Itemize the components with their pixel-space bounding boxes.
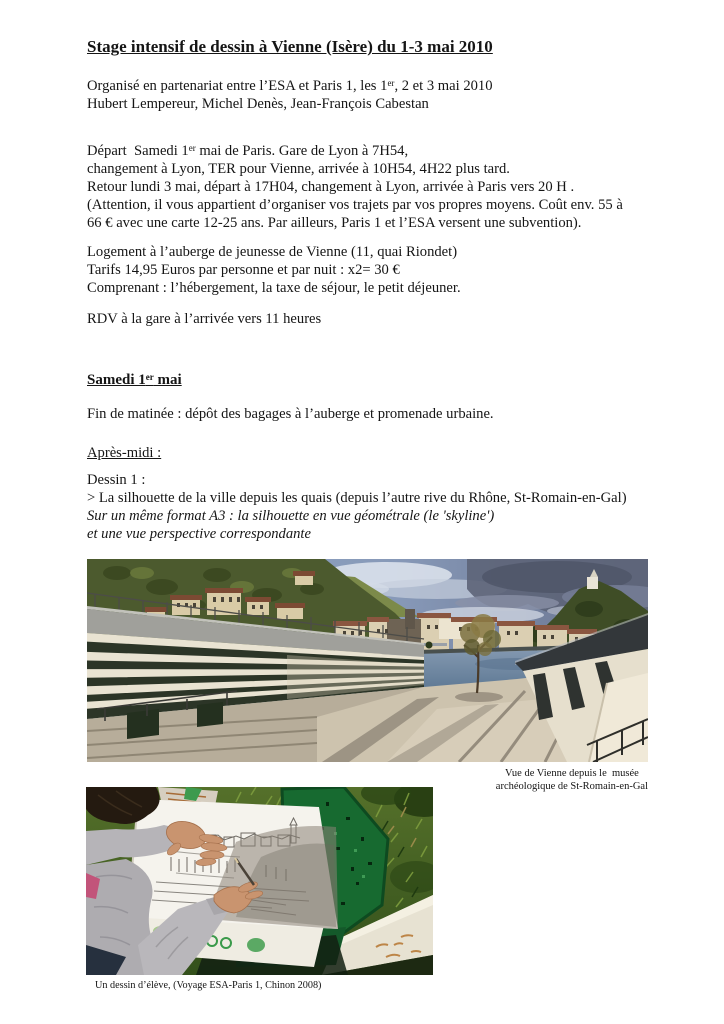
drawing-1-block bbox=[87, 471, 627, 543]
vienne-caption-line-2: archéologique de St-Romain-en-Gal bbox=[495, 781, 648, 792]
student-drawing-photo bbox=[86, 787, 433, 975]
vienne-photo bbox=[87, 559, 648, 762]
drawing-photo-caption: Un dessin d’élève, (Voyage ESA-Paris 1, Chinon 2008) bbox=[95, 980, 322, 991]
vienne-caption-line-1: Vue de Vienne depuis le musée bbox=[504, 768, 639, 779]
vienne-photo-illustration bbox=[87, 559, 648, 762]
intro-line-1: Organisé en partenariat entre l’ESA et Paris 1, les 1er, 2 et 3 mai 2010 bbox=[87, 77, 493, 94]
transport-line-5: 66 € avec une carte 12-25 ans. Par ailleurs, Paris 1 et l’ESA versent une subvention). bbox=[87, 215, 582, 231]
transport-line-4: (Attention, il vous appartient d’organiser vos trajets par vos propres moyens. Coût env. 55 à bbox=[87, 197, 623, 213]
drawing-1-note-2: et une vue perspective correspondante bbox=[87, 526, 311, 542]
drawing-1-subject: > La silhouette de la ville depuis les quais (depuis l’autre rive du Rhône, St-Romain-en-Gal) bbox=[87, 490, 627, 506]
intro-paragraph bbox=[87, 77, 493, 113]
lodging-paragraph bbox=[87, 243, 461, 297]
vienne-photo-caption bbox=[496, 767, 648, 793]
transport-line-1: Départ Samedi 1er mai de Paris. Gare de Lyon à 7H54, bbox=[87, 142, 409, 159]
morning-line: Fin de matinée : dépôt des bagages à l’auberge et promenade urbaine. bbox=[87, 406, 494, 422]
page-title: Stage intensif de dessin à Vienne (Isère) du 1-3 mai 2010 bbox=[87, 37, 493, 56]
intro-line-2: Hubert Lempereur, Michel Denès, Jean-François Cabestan bbox=[87, 96, 429, 112]
afternoon-heading: Après-midi : bbox=[87, 445, 162, 461]
lodging-line-3: Comprenant : l’hébergement, la taxe de séjour, le petit déjeuner. bbox=[87, 280, 461, 296]
lodging-line-2: Tarifs 14,95 Euros par personne et par nuit : x2= 30 € bbox=[87, 262, 400, 278]
drawing-1-title: Dessin 1 : bbox=[87, 472, 146, 488]
transport-line-2: changement à Lyon, TER pour Vienne, arrivée à 10H54, 4H22 plus tard. bbox=[87, 161, 510, 177]
student-drawing-illustration bbox=[86, 787, 433, 975]
transport-paragraph bbox=[87, 142, 623, 232]
saturday-heading: Samedi 1er mai bbox=[87, 371, 182, 388]
rdv-line: RDV à la gare à l’arrivée vers 11 heures bbox=[87, 311, 322, 327]
lodging-line-1: Logement à l’auberge de jeunesse de Vienne (11, quai Riondet) bbox=[87, 244, 458, 260]
drawing-1-note-1: Sur un même format A3 : la silhouette en vue géométrale (le 'skyline') bbox=[87, 508, 495, 524]
transport-line-3: Retour lundi 3 mai, départ à 17H04, changement à Lyon, arrivée à Paris vers 20 H . bbox=[87, 179, 575, 195]
